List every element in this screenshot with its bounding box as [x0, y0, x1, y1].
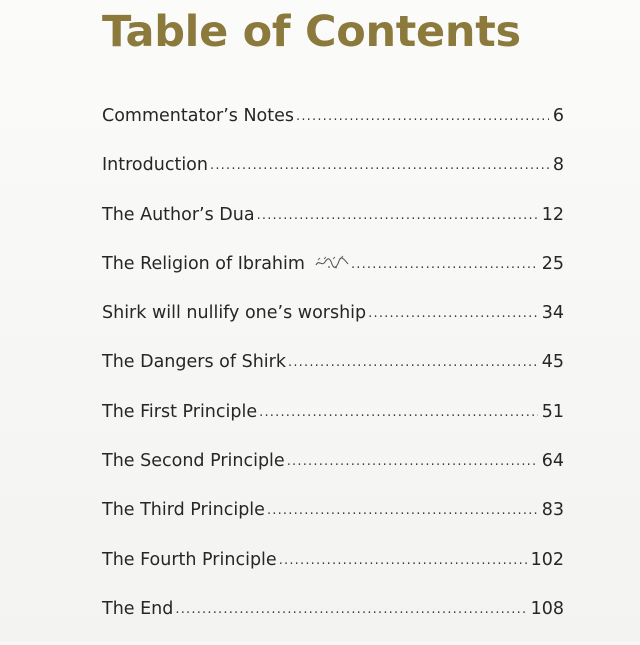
- dot-leader: [296, 104, 549, 130]
- toc-entry-label: The Dangers of Shirk: [102, 352, 286, 373]
- dot-leader: [175, 597, 526, 623]
- toc-entry[interactable]: [102, 448, 564, 497]
- dot-leader: [267, 498, 538, 524]
- toc-page-number: 25: [541, 253, 564, 274]
- dot-leader: [287, 449, 538, 475]
- toc-page-number: 83: [541, 500, 564, 521]
- table-of-contents: [102, 103, 564, 645]
- dot-leader: [257, 203, 538, 229]
- toc-entry[interactable]: [102, 349, 564, 398]
- toc-entry[interactable]: [102, 103, 564, 152]
- dot-leader: [210, 153, 549, 179]
- toc-entry[interactable]: [102, 152, 564, 201]
- toc-entry[interactable]: [102, 399, 564, 448]
- toc-entry-label: The Fourth Principle: [102, 549, 277, 570]
- dot-leader: [351, 252, 538, 278]
- dot-leader: [288, 350, 538, 376]
- toc-page-number: 51: [541, 401, 564, 422]
- dot-leader: [259, 400, 538, 426]
- toc-page-number: 6: [552, 106, 564, 126]
- toc-entry-label: The First Principle: [102, 401, 258, 422]
- toc-entry[interactable]: [102, 300, 564, 349]
- toc-entry[interactable]: [102, 497, 564, 546]
- toc-entry[interactable]: [102, 596, 564, 645]
- toc-entry-label: Commentator’s Notes: [102, 106, 295, 126]
- toc-entry-label: The Author’s Dua: [102, 204, 255, 225]
- page-title: Table of Contents: [102, 7, 521, 57]
- toc-entry-label: The Religion of Ibrahim: [102, 253, 305, 274]
- toc-entry-label: The Third Principle: [102, 500, 265, 521]
- toc-page-number: 45: [541, 352, 564, 373]
- toc-page-number: 34: [541, 303, 564, 324]
- arabic-honorific-calligraphy-icon: [315, 255, 349, 269]
- toc-page-number: 12: [541, 204, 564, 225]
- toc-entry[interactable]: [102, 251, 564, 300]
- toc-entry-label: The End: [102, 598, 174, 619]
- toc-entry[interactable]: [102, 202, 564, 251]
- toc-entry[interactable]: [102, 547, 564, 596]
- toc-page-number: 64: [541, 451, 564, 472]
- toc-entry-label: Introduction: [102, 155, 208, 176]
- dot-leader: [368, 301, 538, 327]
- toc-entry-label: The Second Principle: [102, 451, 285, 472]
- toc-page-number: 102: [530, 549, 564, 570]
- toc-page-number: 8: [552, 155, 564, 176]
- toc-entry-label: Shirk will nullify one’s worship: [102, 303, 367, 324]
- dot-leader: [279, 548, 527, 574]
- toc-page-number: 108: [530, 598, 564, 619]
